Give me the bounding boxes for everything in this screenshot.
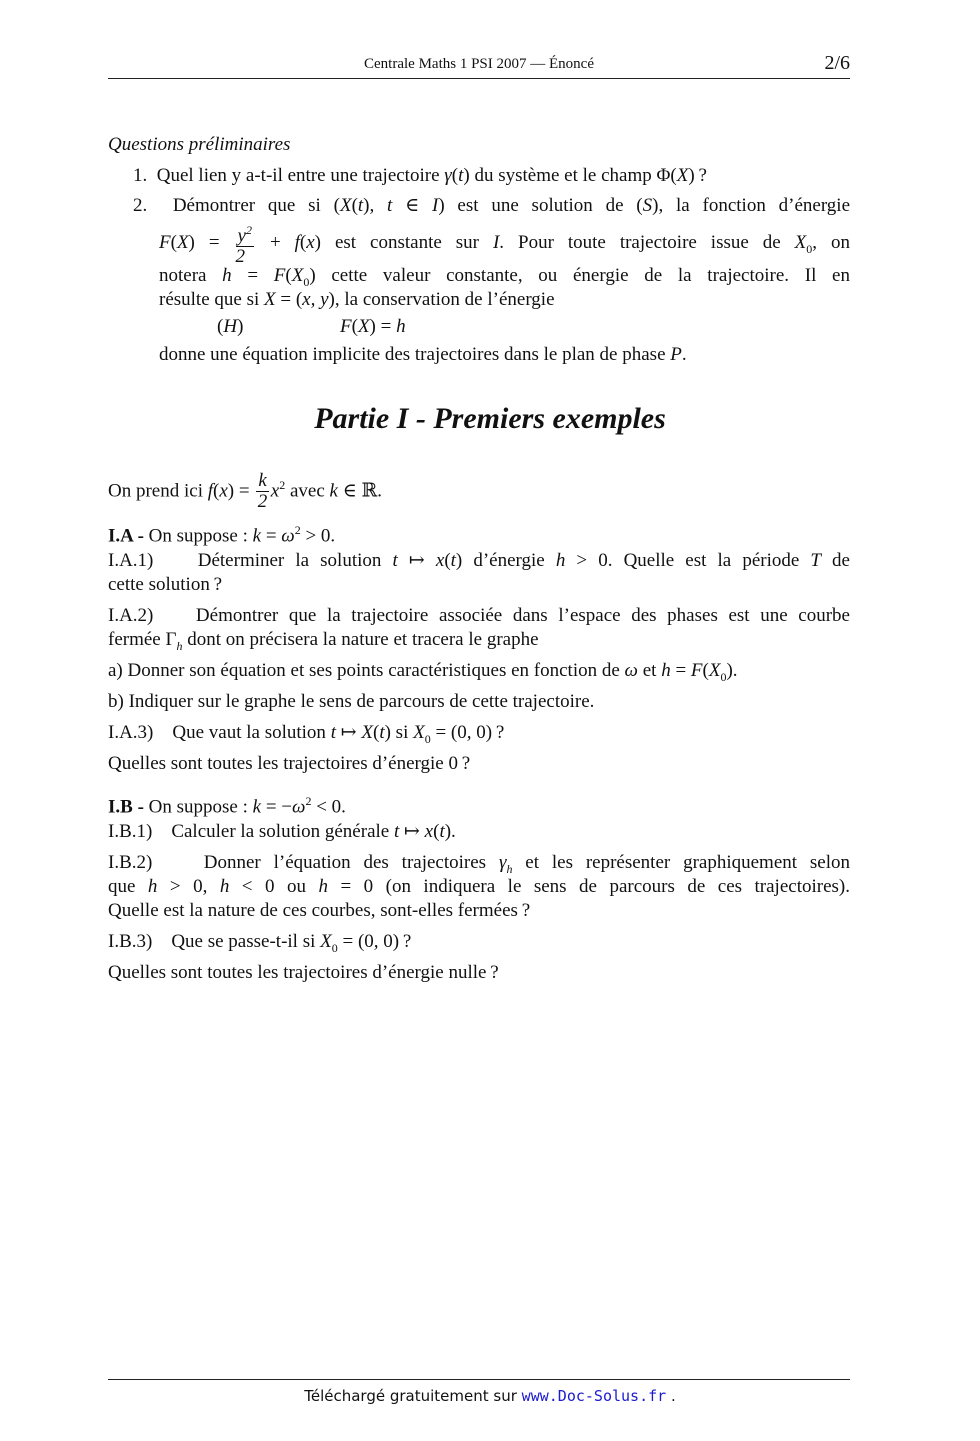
prelim-question-2-line2: F(X) = $\frac{y^2}{2}$ + f(x) est constante sur I. Pour toute trajectoire issue de $X_0$, on [159,220,850,272]
ib3-line1: I.B.3) Que se passe-t-il si $X_0 = (0$, 0) ? [108,931,412,955]
page-header [108,52,850,79]
prelim-question-2-line4: résulte que si X = (x, y), la conservation de l’énergie [159,289,555,310]
ib2-line1: I.B.2) Donner l’équation des trajectoires $\gamma_h$ et les représenter graphiquement selon [108,852,851,876]
footer-divider [108,1379,850,1380]
ia3-line1: I.A.3) Que vaut la solution t ↦ X(t) si $X_0 = (0$, 0) ? [108,722,505,746]
ia2-line2: fermée $\Gamma_h$ dont on précisera la nature et tracera le graphe [108,629,539,653]
ib2-line2: que h > 0, h < 0 ou h = 0 (on indiquera le sens de parcours de ces trajectoires). [108,876,850,897]
footer-link[interactable]: www.Doc-Solus.fr [521,1387,667,1405]
footer-end: . [670,1387,676,1405]
prelim-question-2-line5: donne une équation implicite des trajectoires dans le plan de phase P. [159,344,687,365]
header-title: Centrale Maths 1 PSI 2007 — Énoncé [364,56,594,72]
section-title: Partie I - Premiers exemples [314,402,666,435]
ib3-line2: Quelles sont toutes les trajectoires d’énergie nulle ? [108,962,499,983]
prelim-question-1: 1. Quel lien y a-t-il entre une trajectoire γ(t) du système et le champ Φ(X) ? [133,165,707,186]
ia2-a: a) Donner son équation et ses points caractéristiques en fonction de ω et $h = F(X_0)$. [108,660,738,684]
ib1: I.B.1) Calculer la solution générale t ↦ x(t). [108,821,456,842]
ia1-line2: cette solution ? [108,574,223,595]
footer-text: Téléchargé gratuitement sur [304,1387,517,1405]
ia1-line1: I.A.1) Déterminer la solution t ↦ x(t) d’énergie h > 0. Quelle est la période T de [108,550,850,571]
prelim-question-2-line3: notera $h = F(X_0)$ cette valeur constante, ou énergie de la trajectoire. Il en [159,265,850,289]
page-footer [0,1387,980,1405]
equation-H-label: (H) [217,316,244,337]
ia3-line2: Quelles sont toutes les trajectoires d’énergie 0 ? [108,753,471,774]
prelim-title: Questions préliminaires [108,134,291,155]
equation-H: F(X) = h [340,316,406,337]
ia-heading: I.A - On suppose : $k = \omega^2 > 0$. [108,523,336,547]
ib-heading: I.B - On suppose : $k = -\omega^2 < 0$. [108,794,346,818]
ia2-line1: I.A.2) Démontrer que la trajectoire associée dans l’espace des phases est une courbe [108,605,850,626]
ib2-line3: Quelle est la nature de ces courbes, sont-elles fermées ? [108,900,531,921]
ia2-b: b) Indiquer sur le graphe le sens de parcours de cette trajectoire. [108,691,595,712]
intro-line: On prend ici f(x) = $\frac{k}{2}$ $x^2$ avec k ∈ ℝ. [108,470,383,513]
prelim-question-2-line1: 2. Démontrer que si (X(t), t ∈ I) est une solution de (S), la fonction d’énergie [133,195,851,216]
page-number: 2/6 [824,52,850,74]
